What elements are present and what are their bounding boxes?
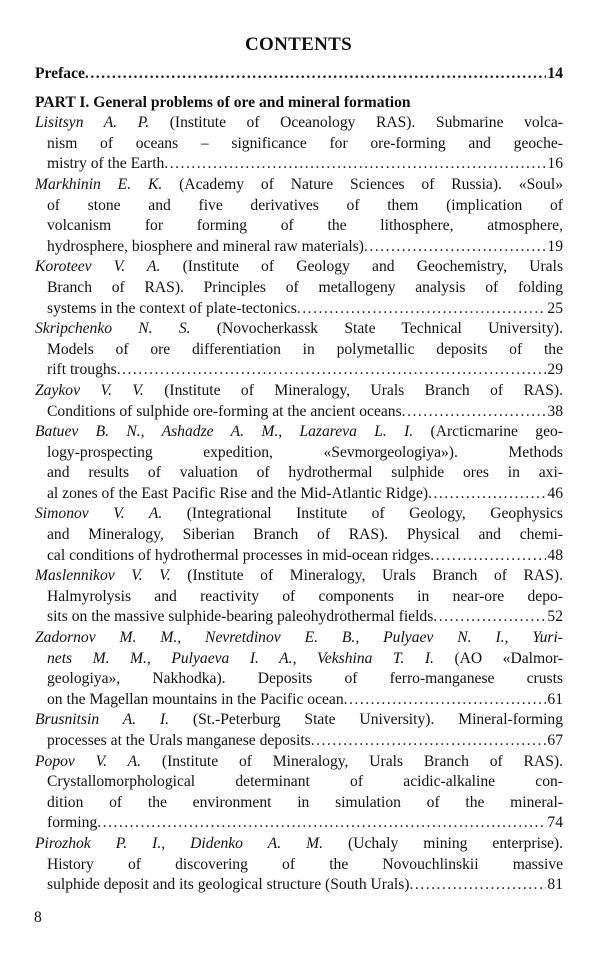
toc-entry-line [35, 813, 563, 834]
toc-entry-line [35, 772, 563, 793]
toc-entry-text: geologiya», Nakhodka). Deposits of ferro-manganese crusts [47, 670, 563, 688]
toc-page-number: 38 [547, 402, 563, 420]
dot-leader [364, 237, 546, 258]
toc-page-number: 67 [547, 732, 563, 749]
toc-entry-text: of stone and five derivatives of them (implication of [47, 196, 563, 214]
toc-entry-text: (Novocherkassk State Technical University). [190, 320, 563, 338]
toc-entry[interactable] [35, 834, 563, 896]
toc-entry[interactable] [35, 257, 563, 319]
toc-entry-text: (Academy of Nature Sciences of Russia). «Soul» [162, 175, 563, 193]
toc-entry-text: (St.-Peterburg State University). Mineral-forming [169, 711, 563, 729]
toc-entry-text: (Uchaly mining enterprise). [323, 834, 564, 852]
toc-author: Markhinin E. K. [35, 175, 163, 193]
toc-entry-line [35, 402, 563, 423]
toc-entry-line [35, 710, 563, 731]
toc-entry-text: sits on the massive sulphide-bearing paleohydrothermal fields [47, 608, 434, 626]
toc-entry-line [35, 257, 563, 278]
toc-entry-line [35, 525, 563, 546]
toc-author: Zadornov M. M., Nevretdinov E. B., Pulyaev N. I., Yuri- [35, 629, 563, 647]
toc-entry-text: (Arcticmarine geo- [413, 423, 563, 441]
toc-entry-preface[interactable] [35, 64, 563, 85]
toc-entry-line [35, 752, 563, 773]
toc-entry[interactable] [35, 175, 563, 257]
toc-entry-text: History of discovering of the Novouchlinskii massive [47, 855, 563, 873]
toc-entry-line [35, 649, 563, 670]
toc-entry-line [35, 299, 563, 320]
dot-leader [344, 690, 547, 711]
toc-author: Zaykov V. V. [35, 381, 144, 399]
dot-leader [311, 731, 547, 752]
toc-entries [35, 113, 563, 896]
table-of-contents [35, 64, 563, 896]
toc-page-number: 52 [547, 608, 563, 626]
toc-entry-text: Conditions of sulphide ore-forming at the ancient oceans [47, 402, 402, 420]
toc-entry-line [35, 566, 563, 587]
toc-entry-text: (Institute of Mineralogy, Urals Branch of RAS). [141, 752, 563, 770]
toc-author: Skripchenko N. S. [35, 320, 191, 338]
toc-entry-line [35, 504, 563, 525]
toc-entry-text: and Mineralogy, Siberian Branch of RAS). Physical and chemi- [47, 526, 563, 544]
toc-entry-text: sulphide deposit and its geological structure (South Urals) [47, 876, 410, 894]
toc-author: Maslennikov V. V. [35, 567, 171, 585]
toc-page-number: 74 [547, 814, 563, 832]
toc-entry-text: Models of ore differentiation in polymetallic deposits of the [47, 340, 563, 358]
toc-page-number: 25 [547, 299, 563, 317]
toc-entry[interactable] [35, 381, 563, 422]
dot-leader [97, 813, 546, 834]
dot-leader [428, 484, 546, 505]
page-number: 8 [34, 909, 42, 926]
toc-page-number: 16 [547, 155, 563, 173]
toc-entry-line [35, 237, 563, 258]
toc-entry[interactable] [35, 710, 563, 751]
toc-author: Brusnitsin A. I. [35, 711, 170, 729]
toc-page-number: 61 [547, 690, 563, 708]
toc-entry-line [35, 875, 563, 896]
toc-entry-line [35, 134, 563, 155]
toc-author: Popov V. A. [35, 752, 142, 770]
toc-entry-text: Branch of RAS). Principles of metallogeny analysis of folding [47, 278, 563, 296]
toc-entry-line [35, 855, 563, 876]
toc-page-number: 46 [547, 484, 563, 502]
toc-entry-text: al zones of the East Pacific Rise and the Mid-Atlantic Ridge) [47, 484, 429, 502]
dot-leader [410, 875, 547, 896]
toc-entry-label: Preface [35, 65, 85, 82]
toc-entry-text: mistry of the Earth [47, 155, 165, 173]
toc-entry-line [35, 278, 563, 299]
toc-entry-text: forming [47, 814, 98, 832]
toc-entry-text: (AO «Dalmor- [433, 649, 563, 667]
toc-entry[interactable] [35, 113, 563, 175]
toc-entry-line [35, 546, 563, 567]
page-title: CONTENTS [245, 34, 352, 55]
toc-author: Simonov V. A. [35, 505, 163, 523]
toc-entry-line [35, 154, 563, 175]
toc-entry-text: (Institute of Oceanology RAS). Submarine volca- [149, 114, 563, 132]
toc-entry-line [35, 834, 563, 855]
toc-entry-text: and results of valuation of hydrothermal sulphide ores in axi- [47, 464, 563, 482]
toc-entry-text: logy-prospecting expedition, «Sevmorgeologiya»). Methods [47, 443, 563, 461]
toc-entry-line [35, 607, 563, 628]
dot-leader [402, 402, 547, 423]
toc-entry-text: dition of the environment in simulation of the mineral- [47, 793, 563, 811]
toc-entry-line [35, 463, 563, 484]
toc-page-number: 48 [547, 546, 563, 564]
toc-entry-line [35, 319, 563, 340]
dot-leader [430, 546, 546, 567]
toc-entry-text: nism of oceans – significance for ore-forming and geoche- [47, 134, 563, 152]
toc-entry-line [35, 669, 563, 690]
toc-author: Pirozhok P. I., Didenko A. M. [35, 834, 324, 852]
toc-entry-line [35, 443, 563, 464]
toc-entry-text: volcanism for forming of the lithosphere, atmosphere, [47, 217, 563, 235]
toc-entry[interactable] [35, 422, 563, 504]
toc-author: Koroteev V. A. [35, 258, 161, 276]
toc-entry[interactable] [35, 566, 563, 628]
toc-entry-text: Halmyrolysis and reactivity of components in near-ore depo- [47, 587, 563, 605]
toc-page-number: 29 [547, 361, 563, 379]
toc-entry-text: hydrosphere, biosphere and mineral raw materials) [47, 237, 364, 255]
toc-entry-text: on the Magellan mountains in the Pacific ocean [47, 690, 344, 708]
toc-entry-line [35, 484, 563, 505]
toc-entry-line [35, 216, 563, 237]
toc-entry-line [35, 731, 563, 752]
toc-author: nets M. M., Pulyaeva I. A., Vekshina T. I. [47, 649, 434, 667]
toc-author: Lisitsyn A. P. [35, 114, 150, 132]
toc-entry-line [35, 793, 563, 814]
toc-entry-line [35, 628, 563, 649]
dot-leader [433, 607, 546, 628]
toc-entry-text: (Institute of Mineralogy, Urals Branch of RAS). [143, 381, 563, 399]
toc-entry-line [35, 690, 563, 711]
toc-entry-line [35, 422, 563, 443]
toc-entry-text: processes at the Urals manganese deposits [47, 732, 311, 749]
toc-entry-line [35, 113, 563, 134]
toc-author: Batuev B. N., Ashadze A. M., Lazareva L. I. [35, 423, 414, 441]
toc-entry[interactable] [35, 504, 563, 566]
toc-page-number: 81 [547, 876, 563, 894]
toc-entry-line [35, 196, 563, 217]
toc-entry-text: cal conditions of hydrothermal processes in mid-ocean ridges [47, 546, 431, 564]
dot-leader [117, 360, 547, 381]
toc-entry-text: (Institute of Mineralogy, Urals Branch of RAS). [170, 567, 563, 585]
dot-leader [85, 64, 546, 85]
toc-entry[interactable] [35, 319, 563, 381]
dot-leader [164, 154, 546, 175]
toc-entry-line [35, 587, 563, 608]
toc-page-number: 14 [547, 65, 563, 82]
toc-entry[interactable] [35, 628, 563, 710]
toc-entry-line [35, 360, 563, 381]
toc-entry-line [35, 381, 563, 402]
toc-entry-line [35, 340, 563, 361]
toc-entry-text: rift troughs [47, 361, 117, 379]
toc-page-number: 19 [547, 237, 563, 255]
toc-entry-text: (Institute of Geology and Geochemistry, Urals [160, 258, 564, 276]
toc-entry[interactable] [35, 752, 563, 834]
toc-entry-line [35, 175, 563, 196]
part-heading: PART I. General problems of ore and mineral formation [35, 93, 411, 111]
toc-entry-text: Crystallomorphological determinant of acidic-alkaline con- [47, 773, 563, 791]
toc-entry-text: systems in the context of plate-tectonics [47, 299, 297, 317]
dot-leader [297, 299, 547, 320]
toc-entry-text: (Integrational Institute of Geology, Geophysics [162, 505, 564, 523]
